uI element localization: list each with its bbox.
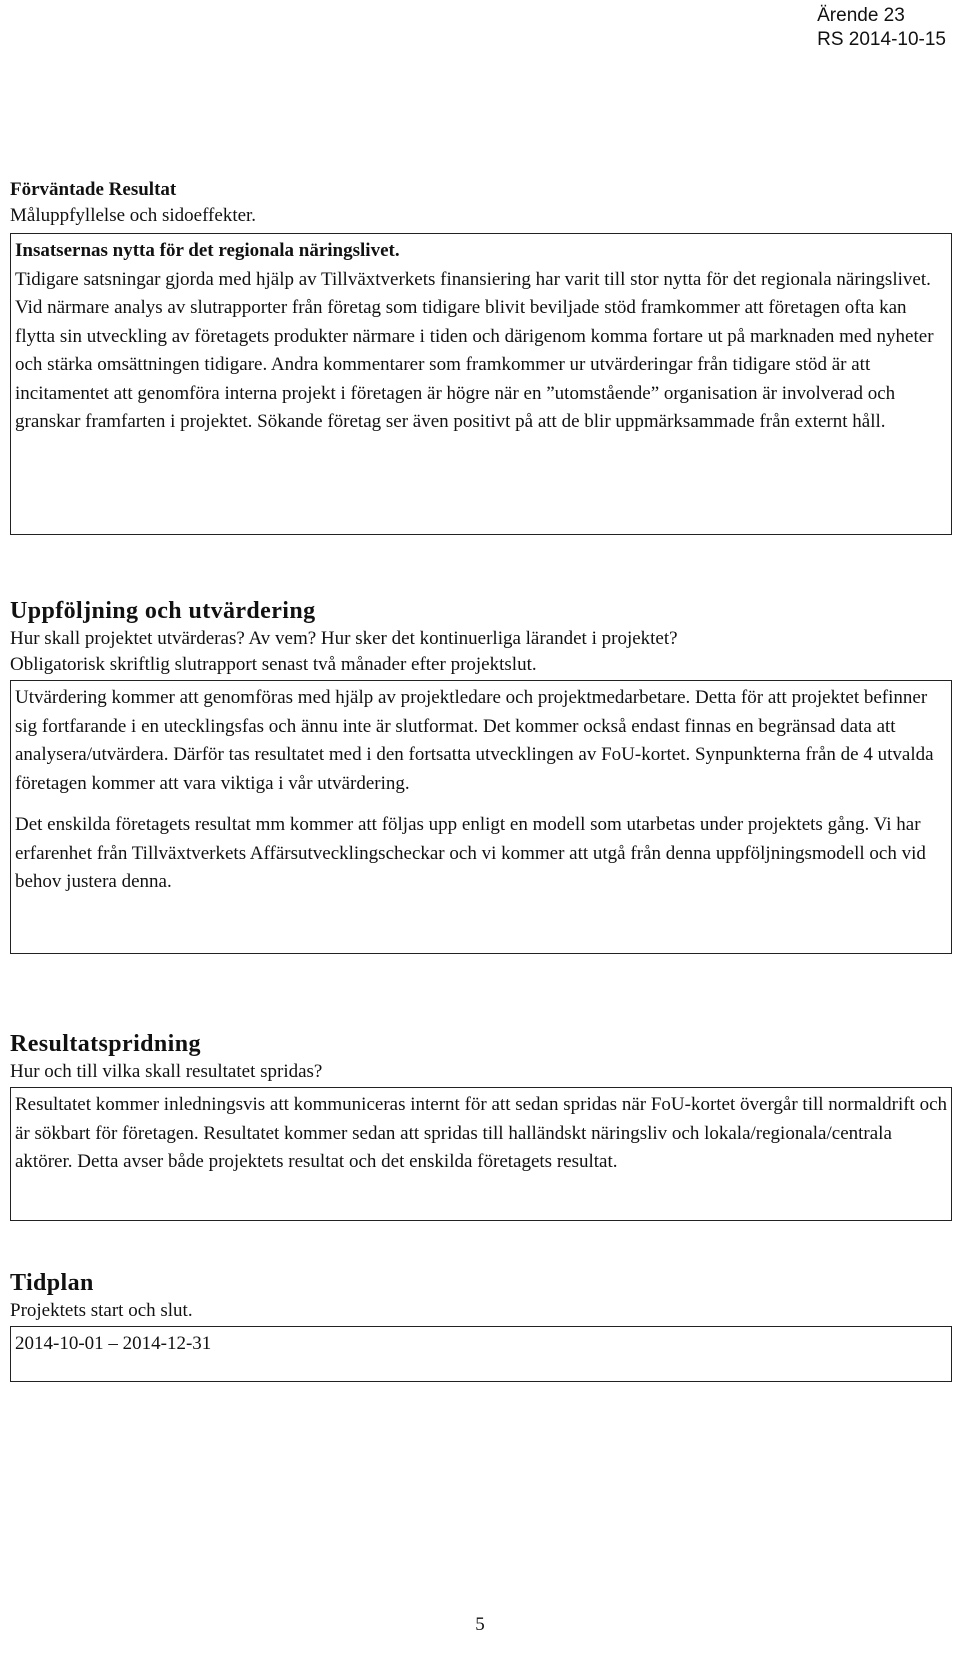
box-text: Resultatet kommer inledningsvis att kommuniceras internt för att sedan spridas när FoU-kortet övergår till normaldrift och är sökbart för företagen. Resultatet kommer sedan att spridas till halländskt näringsliv och lokala/regionala/centrala aktörer. Detta avser både projektets resultat och det enskilda företagets resultat.: [15, 1094, 948, 1172]
section-title: Resultatspridning: [10, 1031, 201, 1057]
section-expected-results: [10, 176, 952, 535]
date-range: 2014-10-01 – 2014-12-31: [15, 1333, 212, 1354]
answer-box: [10, 680, 952, 954]
page-number: 5: [475, 1614, 485, 1635]
answer-box: [10, 1326, 952, 1382]
answer-box: [10, 1087, 952, 1221]
section-dissemination: [10, 1029, 952, 1221]
answer-box: [10, 233, 952, 535]
section-prompt-note: Obligatorisk skriftlig slutrapport senast två månader efter projektslut.: [10, 654, 537, 675]
section-prompt: Måluppfyllelse och sidoeffekter.: [10, 205, 257, 226]
box-paragraph: Utvärdering kommer att genomföras med hjälp av projektledare och projektmedarbetare. Detta för att projektet befinner sig fortfarande i en utecklingsfas och ännu inte är slutformat. Det kommer också endast finnas en begränsad data att analysera/utvärdera. Därför tas resultatet med i den fortsatta utvecklingen av FoU-kortet. Synpunkterna från de 4 utvalda företagen kommer att vara viktiga i vår utvärdering.: [15, 687, 934, 794]
box-paragraph: Det enskilda företagets resultat mm kommer att följas upp enligt en modell som utarbetas under projektets gång. Vi har erfarenhet från Tillväxtverkets Affärsutvecklingscheckar och vi kommer att utgå från denna uppföljningsmodell och vid behov justera denna.: [15, 814, 926, 892]
section-timeline: [10, 1268, 952, 1382]
section-prompt: Hur skall projektet utvärderas? Av vem? Hur sker det kontinuerliga lärandet i projektet?: [10, 628, 678, 649]
box-heading: Insatsernas nytta för det regionala näringslivet.: [15, 240, 400, 261]
section-follow-up: [10, 596, 952, 954]
section-title: Förväntade Resultat: [10, 179, 177, 200]
case-number: Ärende 23: [817, 5, 905, 26]
document-header: [817, 4, 946, 52]
section-prompt: Hur och till vilka skall resultatet spridas?: [10, 1061, 323, 1082]
meeting-date: RS 2014-10-15: [817, 29, 946, 50]
section-prompt: Projektets start och slut.: [10, 1300, 193, 1321]
section-title: Uppföljning och utvärdering: [10, 598, 316, 624]
box-text: Tidigare satsningar gjorda med hjälp av Tillväxtverkets finansiering har varit till stor nytta för det regionala näringslivet. Vid närmare analys av slutrapporter från företag som tidigare blivit beviljade stöd framkommer att företagen ofta kan flytta sin utveckling av företagets produkter närmare i tiden och därigenom komma fortare ut på marknaden med nyheter och stärka omsättningen tidigare. Andra kommentarer som framkommer ur utvärderingar från tidigare stöd är att incitamentet att genomföra interna projekt i företagen är högre när en ”utomstående” organisation är involverad och granskar framfarten i projektet. Sökande företag ser även positivt på att de blir uppmärksammade från externt håll.: [15, 268, 934, 432]
section-title: Tidplan: [10, 1270, 94, 1296]
